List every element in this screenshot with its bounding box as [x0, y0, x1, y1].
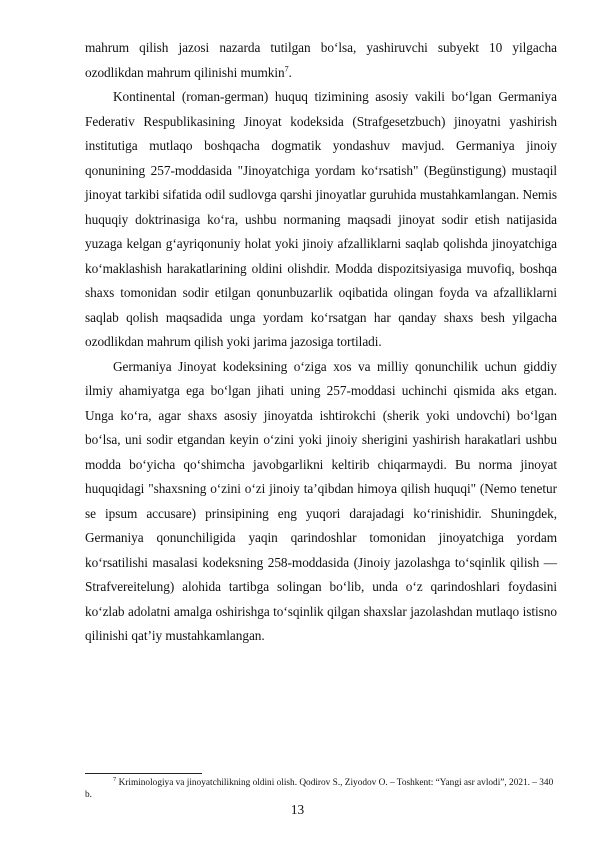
footnote: [85, 777, 557, 801]
body-paragraph-3: Germaniya Jinoyat kodeksining o‘ziga xos va milliy qonunchilik uchun giddiy ilmiy ahamiyatga ega bo‘lgan jihati uning 257-moddasi uchinchi qismida aks etgan. Unga ko‘ra, agar shaxs asosiy jinoyatda ishtirokchi (sherik yoki undovchi) bo‘lgan bo‘lsa, uni sodir etgandan keyin o‘zini yoki jinoiy sherigini yashirish harakatlari ushbu modda bo‘yicha qo‘shimcha javobgarlikni keltirib chiqarmaydi. Bu norma jinoyat huquqidagi "shaxsning o‘zini o‘zi jinoiy ta’qibdan himoya qilish huquqi" (Nemo tenetur se ipsum accusare) prinsipining eng yuqori darajadagi ko‘rinishidir. Shuningdek, Germaniya qonunchiligida yaqin qarindoshlar tomonidan jinoyatchiga yordam ko‘rsatilishi masalasi kodeksning 258-moddasida (Jinoiy jazolashga to‘sqinlik qilish — Strafvereitelung) alohida tartibga solingan bo‘lib, unda o‘z qarindoshlari foydasini ko‘zlab adolatni amalga oshirishga to‘sqinlik qilgan shaxslar jazolashdan mutlaqo istisno qilinishi qat’iy mustahkamlangan.: [85, 358, 557, 643]
footnote-number: 7: [113, 775, 117, 783]
footnote-text: Kriminologiya va jinoyatchilikning oldini olish. Qodirov S., Ziyodov O. – Toshkent: “Yangi asr avlodi”, 2021. – 340 b.: [85, 778, 554, 800]
body-paragraph-1: [85, 36, 557, 85]
footnote-separator: [85, 773, 202, 774]
paragraph-tail: .: [288, 64, 292, 80]
page-number: 13: [290, 802, 305, 817]
document-body: [85, 36, 557, 649]
footnote-reference[interactable]: 7: [284, 64, 289, 74]
body-paragraph-2: Kontinental (roman-german) huquq tizimining asosiy vakili bo‘lgan Germaniya Federativ Respublikasining Jinoyat kodeksida (Strafgesetzbuch) jinoyatni yashirish institutiga mutlaqo boshqacha dogmatik yondashuv mavjud. Germaniya jinoiy qonunining 257-moddasida "Jinoyatchiga yordam ko‘rsatish" (Begünstigung) mustaqil jinoyat tarkibi sifatida odil sudlovga qarshi jinoyatlar guruhida mustahkamlangan. Nemis huquqiy doktrinasiga ko‘ra, ushbu normaning maqsadi jinoyat sodir etish natijasida yuzaga kelgan g‘ayriqonuniy holat yoki jinoiy afzalliklarni saqlab qolishda jinoyatchiga ko‘maklashish harakatlarining oldini olishdir. Modda dispozitsiyasiga muvofiq, boshqa shaxs tomonidan sodir etilgan qonunbuzarlik oqibatida olingan foyda va afzalliklarni saqlab qolish maqsadida unga yordam ko‘rsatgan har qanday shaxs besh yilgacha ozodlikdan mahrum qilish yoki jarima jazosiga tortiladi.: [85, 89, 557, 349]
paragraph-text: mahrum qilish jazosi nazarda tutilgan bo‘lsa, yashiruvchi subyekt 10 yilgacha ozodlikdan mahrum qilinishi mumkin: [85, 40, 557, 80]
